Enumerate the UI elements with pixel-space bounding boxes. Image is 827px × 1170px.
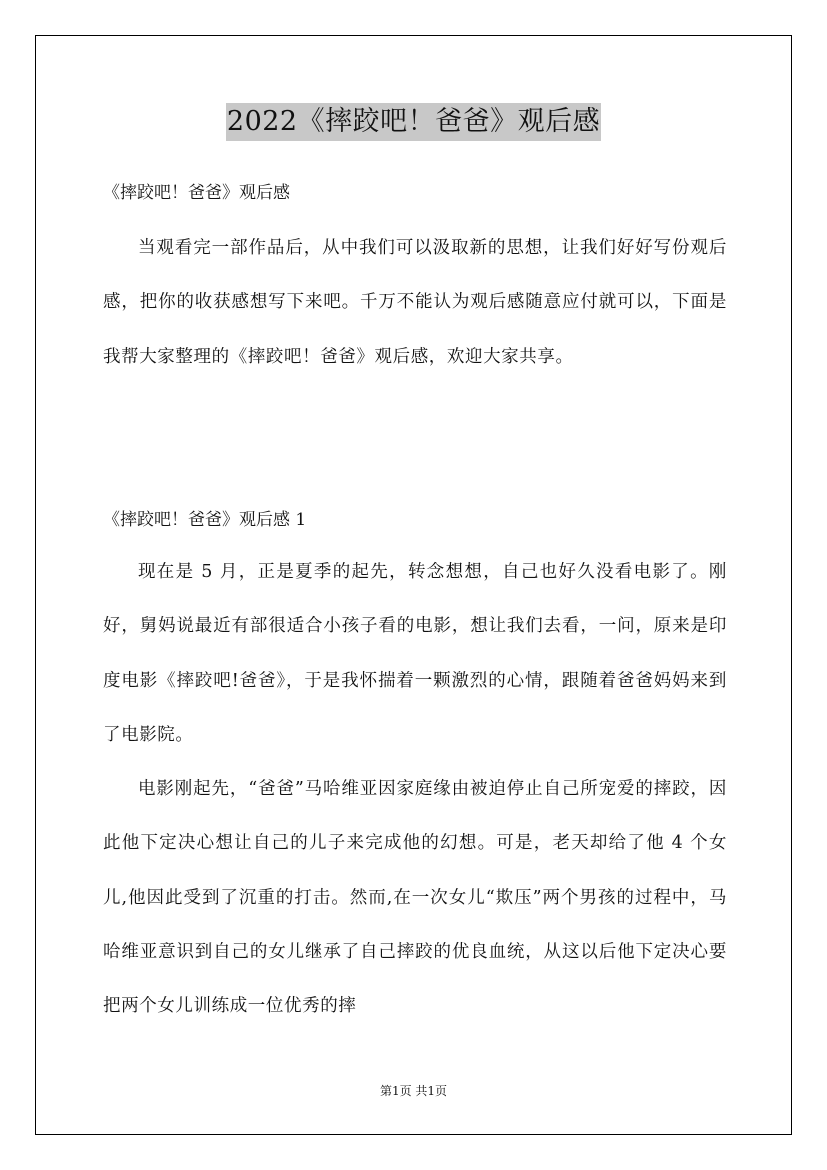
section-heading: 《摔跤吧！爸爸》观后感: [103, 183, 290, 203]
title-container: [0, 103, 827, 141]
essay-paragraph-2: 电影刚起先，“爸爸”马哈维亚因家庭缘由被迫停止自己所宠爱的摔跤，因此他下定决心想让自己的儿子来完成他的幻想。可是，老天却给了他 4 个女儿,他因此受到了沉重的打击。然而,在一次女儿“欺压”两个男孩的过程中，马哈维亚意识到自己的女儿继承了自己摔跤的优良血统，从这以后他下定决心要把两个女儿训练成一位优秀的摔: [103, 779, 727, 1017]
intro-paragraph: 当观看完一部作品后，从中我们可以汲取新的思想，让我们好好写份观后感，把你的收获感想写下来吧。千万不能认为观后感随意应付就可以，下面是我帮大家整理的《摔跤吧！爸爸》观后感，欢迎大家共享。: [103, 238, 727, 367]
document-title: 2022《摔跤吧！爸爸》观后感: [226, 103, 601, 141]
essay-paragraph-1: 现在是 5 月，正是夏季的起先，转念想想，自己也好久没看电影了。刚好，舅妈说最近有部很适合小孩子看的电影，想让我们去看，一问，原来是印度电影《摔跤吧!爸爸》，于是我怀揣着一颗激烈的心情，跟随着爸爸妈妈来到了电影院。: [103, 562, 727, 745]
page-number-footer: 第1页 共1页: [379, 1084, 448, 1098]
essay-heading: 《摔跤吧！爸爸》观后感 1: [103, 510, 307, 530]
